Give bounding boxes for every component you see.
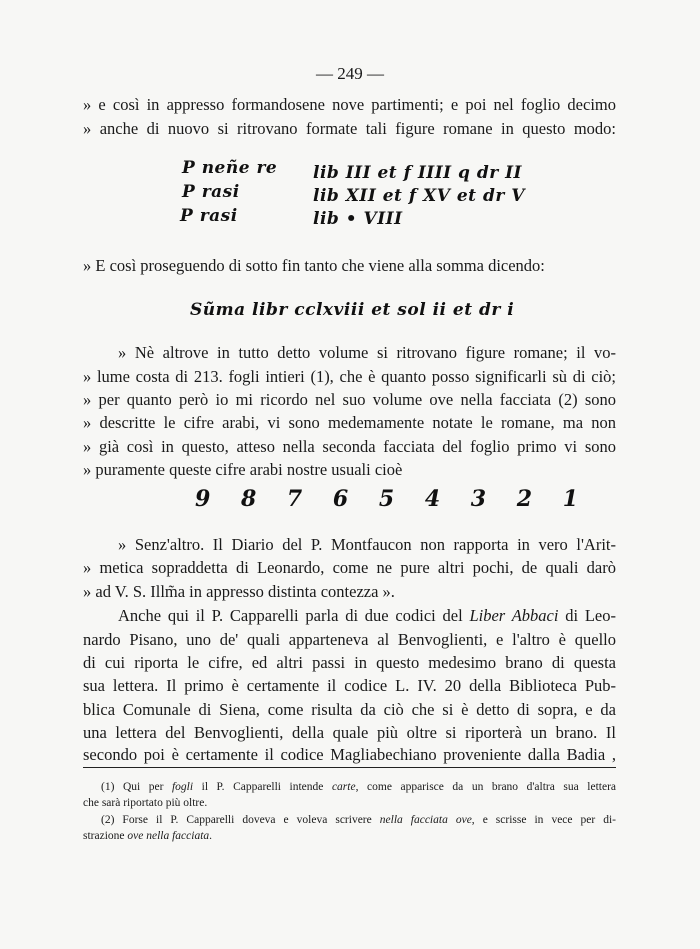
handwritten-label: P rasi <box>180 206 238 226</box>
text-line: » descritte le cifre arabi, vi sono medemamente notate le romane, ma non <box>83 413 616 432</box>
text-line: sua lettera. Il primo è certamente il codice L. IV. 20 della Biblioteca Pub- <box>83 676 616 695</box>
handwritten-digits: 9 8 7 6 5 4 3 2 1 <box>195 486 579 512</box>
text-line: » metica sopraddetta di Leonardo, come ne pure altri pochi, de quali darò <box>83 558 616 577</box>
text-line: » Senz'altro. Il Diario del P. Montfaucon non rapporta in vero l'Arit- <box>118 535 616 554</box>
text: , come apparisce da un brano d'altra sua lettera <box>355 781 617 793</box>
footnote-2 <box>101 812 616 828</box>
text-line: » Nè altrove in tutto detto volume si ritrovano figure romane; il vo- <box>118 343 616 362</box>
text: , e scrisse in vece per di- <box>471 814 617 826</box>
footnote-1-cont: che sarà riportato più oltre. <box>83 797 208 809</box>
text-line: secondo poi è certamente il codice Magliabechiano proveniente dalla Badia , <box>83 745 616 764</box>
text: (1) Qui per <box>101 781 172 793</box>
text: fogli <box>171 781 194 793</box>
text: il P. Capparelli intende <box>193 781 332 793</box>
text-line: » anche di nuovo si ritrovano formate tali figure romane in questo modo: <box>83 119 616 138</box>
text-line: nardo Pisano, uno de' quali apparteneva al Benvoglienti, e l'altro è quello <box>83 630 616 649</box>
text: ove nella facciata <box>127 830 210 842</box>
text-line: » già così in questo, atteso nella seconda facciata del foglio primo vi sono <box>83 437 616 456</box>
text-line: una lettera del Benvoglienti, della quale più oltre si riporterà un brano. Il <box>83 723 616 742</box>
text-line <box>118 606 616 626</box>
handwritten-amount: lib XII et f XV et dr V <box>313 186 525 206</box>
text: strazione <box>83 830 128 842</box>
text-line: di cui riporta le cifre, ed altri passi in questo medesimo brano di questa <box>83 653 616 672</box>
text: carte <box>331 781 356 793</box>
book-title: Liber Abbaci <box>469 606 559 625</box>
footnote-rule <box>83 767 616 768</box>
text: nella facciata ove <box>379 814 472 826</box>
text: (2) Forse il P. Capparelli doveva e voleva scrivere <box>101 814 380 826</box>
footnote-1 <box>101 779 616 795</box>
footnote-2-cont <box>83 828 616 844</box>
text: Anche qui il P. Capparelli parla di due codici del <box>118 606 470 625</box>
text-line: » e così in appresso formandosene nove partimenti; e poi nel foglio decimo <box>83 95 616 114</box>
text-line: » ad V. S. Illm̃a in appresso distinta contezza ». <box>83 582 395 601</box>
handwritten-label: P rasi <box>182 182 240 202</box>
text: di Leo- <box>558 606 617 625</box>
text: . <box>209 830 213 842</box>
handwritten-sum: Sũma libr cclxviii et sol ii et dr i <box>190 300 515 320</box>
page-number: — 249 — <box>316 64 384 83</box>
text-line: » puramente queste cifre arabi nostre usuali cioè <box>83 460 403 479</box>
handwritten-amount: lib • VIII <box>313 209 403 229</box>
text-line: blica Comunale di Siena, come risulta da ciò che si è detto di sopra, e da <box>83 700 616 719</box>
text-line: » per quanto però io mi ricordo nel suo volume ove nella facciata (2) sono <box>83 390 616 409</box>
handwritten-label: P neñe re <box>182 158 278 178</box>
text-line: » lume costa di 213. fogli intieri (1), che è quanto posso significarli sù di ciò; <box>83 367 616 386</box>
handwritten-amount: lib III et f IIII q dr II <box>313 163 523 183</box>
text-line: » E così proseguendo di sotto fin tanto che viene alla somma dicendo: <box>83 256 545 275</box>
